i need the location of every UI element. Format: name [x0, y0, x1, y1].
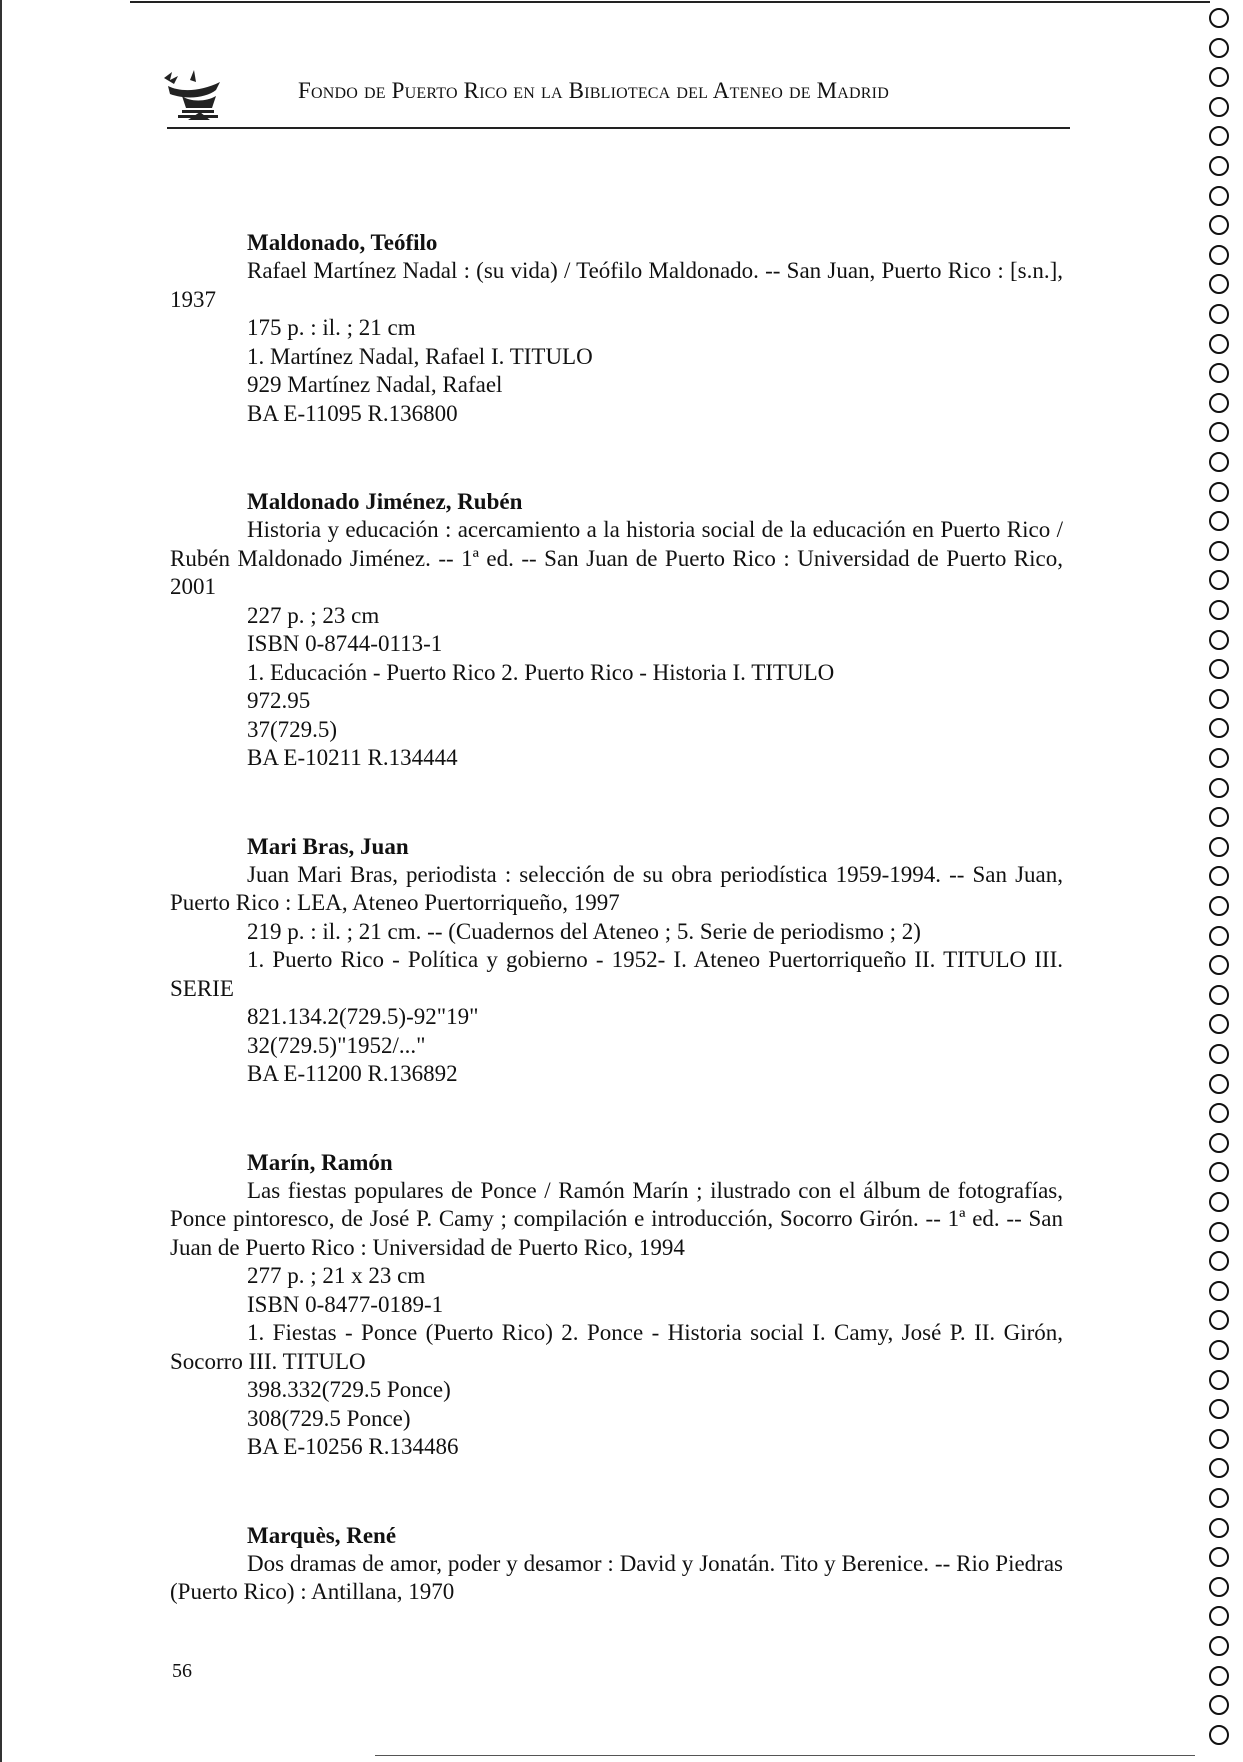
binding-hole-icon	[1209, 748, 1229, 768]
binding-hole-icon	[1209, 1725, 1229, 1745]
binding-hole-icon	[1209, 1133, 1229, 1153]
catalog-entry	[170, 1522, 1063, 1607]
binding-hole-icon	[1209, 67, 1229, 87]
binding-hole-icon	[1209, 245, 1229, 265]
page-number: 56	[172, 1660, 192, 1682]
entry-line: BA E-10211 R.134444	[247, 745, 458, 770]
header-rule	[167, 127, 1070, 129]
binding-hole-icon	[1209, 807, 1229, 827]
entry-line: 929 Martínez Nadal, Rafael	[247, 372, 503, 397]
entry-line: ISBN 0-8477-0189-1	[247, 1291, 444, 1317]
binding-hole-icon	[1209, 363, 1229, 383]
entry-line: 1. Educación - Puerto Rico 2. Puerto Rico - Historia I. TITULO	[247, 659, 835, 685]
entry-line: BA E-11095 R.136800	[247, 400, 458, 426]
binding-hole-icon	[1209, 1340, 1229, 1360]
catalog-entry	[170, 488, 1063, 773]
entry-subjects: 1. Fiestas - Ponce (Puerto Rico) 2. Ponce - Historia social I. Camy, José P. II. Girón, Socorro III. TITULO	[170, 1320, 1063, 1374]
page-header	[160, 60, 1070, 130]
entry-line: 175 p. : il. ; 21 cm	[247, 315, 416, 340]
binding-hole-icon	[1209, 393, 1229, 413]
binding-holes	[1204, 8, 1238, 1758]
binding-hole-icon	[1209, 1695, 1229, 1715]
entry-line: 277 p. ; 21 x 23 cm	[247, 1263, 426, 1288]
binding-hole-icon	[1209, 1666, 1229, 1686]
binding-hole-icon	[1209, 334, 1229, 354]
binding-hole-icon	[1209, 718, 1229, 738]
entry-line: 308(729.5 Ponce)	[247, 1405, 411, 1431]
galleon-ship-logo-icon	[160, 68, 232, 124]
binding-hole-icon	[1209, 1162, 1229, 1182]
entry-title-statement: Las fiestas populares de Ponce / Ramón Marín ; ilustrado con el álbum de fotografías, Ponce pintoresco, de José P. Camy ; compilación e introducción, Socorro Girón. -- 1ª ed. -- San Juan de Puerto Rico : Universidad de Puerto Rico, 1994	[170, 1177, 1063, 1260]
binding-hole-icon	[1209, 778, 1229, 798]
entry-author: Marquès, René	[247, 1522, 397, 1548]
binding-hole-icon	[1209, 1370, 1229, 1390]
binding-hole-icon	[1209, 1251, 1229, 1271]
binding-hole-icon	[1209, 1014, 1229, 1034]
binding-hole-icon	[1209, 689, 1229, 709]
entry-line: 219 p. : il. ; 21 cm. -- (Cuadernos del Ateneo ; 5. Serie de periodismo ; 2)	[247, 918, 921, 944]
entry-author: Maldonado, Teófilo	[247, 230, 438, 255]
binding-hole-icon	[1209, 896, 1229, 916]
binding-hole-icon	[1209, 1044, 1229, 1064]
entry-title-statement: Historia y educación : acercamiento a la historia social de la educación en Puerto Rico / Rubén Maldonado Jiménez. -- 1ª ed. -- San Juan de Puerto Rico : Universidad de Puerto Rico, 2001	[170, 517, 1063, 599]
binding-hole-icon	[1209, 482, 1229, 502]
binding-hole-icon	[1209, 1636, 1229, 1656]
binding-hole-icon	[1209, 1547, 1229, 1567]
catalog-entry	[170, 1149, 1063, 1462]
entry-title-statement: Dos dramas de amor, poder y desamor : David y Jonatán. Tito y Berenice. -- Rio Piedras (Puerto Rico) : Antillana, 1970	[170, 1550, 1063, 1604]
catalog-entries	[170, 229, 1063, 1667]
entry-author: Maldonado Jiménez, Rubén	[247, 489, 523, 514]
binding-hole-icon	[1209, 1429, 1229, 1449]
entry-line: 821.134.2(729.5)-92"19"	[247, 1004, 479, 1029]
entry-line: 972.95	[247, 688, 311, 713]
binding-hole-icon	[1209, 422, 1229, 442]
binding-hole-icon	[1209, 1488, 1229, 1508]
binding-hole-icon	[1209, 985, 1229, 1005]
entry-line: BA E-10256 R.134486	[247, 1434, 459, 1459]
binding-hole-icon	[1209, 156, 1229, 176]
binding-hole-icon	[1209, 600, 1229, 620]
binding-hole-icon	[1209, 1192, 1229, 1212]
binding-hole-icon	[1209, 1399, 1229, 1419]
entry-author: Marín, Ramón	[247, 1149, 393, 1175]
binding-hole-icon	[1209, 837, 1229, 857]
binding-hole-icon	[1209, 1577, 1229, 1597]
entry-line: 227 p. ; 23 cm	[247, 602, 380, 628]
binding-hole-icon	[1209, 126, 1229, 146]
entry-line: 398.332(729.5 Ponce)	[247, 1377, 451, 1402]
binding-hole-icon	[1209, 1074, 1229, 1094]
binding-hole-icon	[1209, 8, 1229, 28]
entry-title-statement: Juan Mari Bras, periodista : selección de su obra periodística 1959-1994. -- San Juan, Puerto Rico : LEA, Ateneo Puertorriqueño, 1997	[170, 861, 1063, 915]
entry-line: 37(729.5)	[247, 716, 338, 742]
catalog-entry	[170, 833, 1063, 1089]
binding-hole-icon	[1209, 186, 1229, 206]
binding-hole-icon	[1209, 511, 1229, 531]
binding-hole-icon	[1209, 304, 1229, 324]
binding-hole-icon	[1209, 1606, 1229, 1626]
binding-hole-icon	[1209, 1103, 1229, 1123]
binding-hole-icon	[1209, 926, 1229, 946]
catalog-entry	[170, 229, 1063, 428]
binding-hole-icon	[1209, 541, 1229, 561]
header-title: Fondo de Puerto Rico en la Biblioteca del Ateneo de Madrid	[298, 78, 889, 103]
entry-line: BA E-11200 R.136892	[247, 1061, 458, 1086]
entry-line: 32(729.5)"1952/..."	[247, 1032, 426, 1058]
binding-hole-icon	[1209, 1222, 1229, 1242]
binding-hole-icon	[1209, 630, 1229, 650]
page-bottom-rule	[375, 1755, 1195, 1756]
entry-author: Mari Bras, Juan	[247, 833, 409, 859]
binding-hole-icon	[1209, 1281, 1229, 1301]
entry-line: ISBN 0-8744-0113-1	[247, 631, 443, 656]
entry-title-statement: Rafael Martínez Nadal : (su vida) / Teófilo Maldonado. -- San Juan, Puerto Rico : [s.n.], 1937	[170, 258, 1063, 312]
binding-hole-icon	[1209, 38, 1229, 58]
binding-hole-icon	[1209, 1518, 1229, 1538]
binding-hole-icon	[1209, 215, 1229, 235]
binding-hole-icon	[1209, 452, 1229, 472]
binding-hole-icon	[1209, 274, 1229, 294]
binding-hole-icon	[1209, 659, 1229, 679]
entry-subjects: 1. Puerto Rico - Política y gobierno - 1952- I. Ateneo Puertorriqueño II. TITULO III. SERIE	[170, 947, 1063, 1001]
binding-hole-icon	[1209, 1310, 1229, 1330]
page-top-rule	[130, 1, 1210, 3]
binding-hole-icon	[1209, 955, 1229, 975]
binding-hole-icon	[1209, 570, 1229, 590]
entry-line: 1. Martínez Nadal, Rafael I. TITULO	[247, 343, 593, 369]
binding-hole-icon	[1209, 1458, 1229, 1478]
binding-hole-icon	[1209, 866, 1229, 886]
binding-hole-icon	[1209, 97, 1229, 117]
page-left-edge	[0, 0, 2, 1762]
